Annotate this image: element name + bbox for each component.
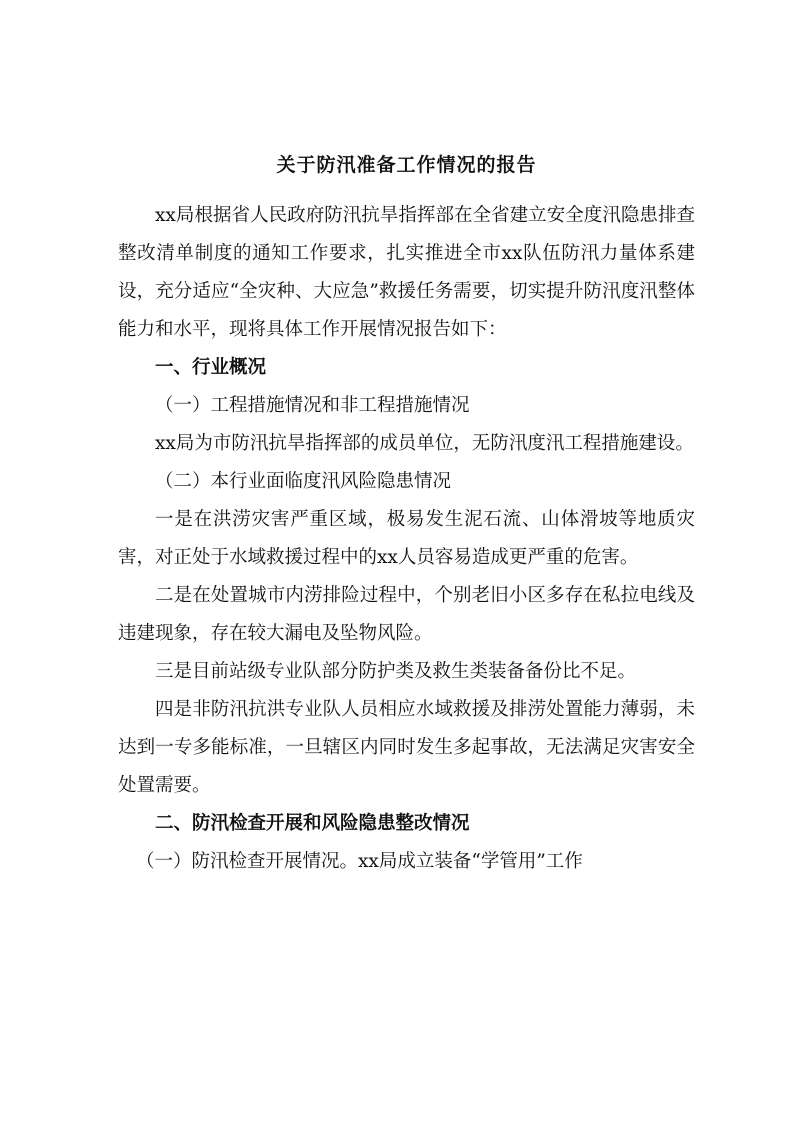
document-body [118,152,695,881]
risk-item-4: 四是非防汛抗洪专业队人员相应水域救援及排涝处置能力薄弱，未达到一专多能标准，一旦辖区内同时发生多起事故，无法满足灾害安全处置需要。 [118,699,695,796]
risk-item-1: 一是在洪涝灾害严重区域，极易发生泥石流、山体滑坡等地质灾害，对正处于水域救援过程中的xx人员容易造成更严重的危害。 [118,509,695,568]
section-2-heading: 二、防汛检查开展和风险隐患整改情况 [155,813,470,834]
section-1-sub-2-heading: （二）本行业面临度汛风险隐患情况 [155,471,452,492]
document-title: 关于防汛准备工作情况的报告 [276,154,537,176]
risk-item-3: 三是目前站级专业队部分防护类及救生类装备备份比不足。 [155,661,637,682]
section-2-sub-1-text: （一）防汛检查开展情况。xx局成立装备“学管用”工作 [136,851,583,872]
risk-item-2: 二是在处置城市内涝排险过程中，个别老旧小区多存在私拉电线及违建现象，存在较大漏电及坠物风险。 [118,585,695,644]
section-1-sub-1-text: xx局为市防汛抗旱指挥部的成员单位，无防汛度汛工程措施建设。 [155,433,694,454]
intro-paragraph: xx局根据省人民政府防汛抗旱指挥部在全省建立安全度汛隐患排查整改清单制度的通知工作要求，扎实推进全市xx队伍防汛力量体系建设，充分适应“全灾种、大应急”救援任务需要，切实提升防汛度汛整体能力和水平，现将具体工作开展情况报告如下： [118,205,695,340]
section-1-heading: 一、行业概况 [155,357,267,378]
section-1-sub-1-heading: （一）工程措施情况和非工程措施情况 [155,395,470,416]
